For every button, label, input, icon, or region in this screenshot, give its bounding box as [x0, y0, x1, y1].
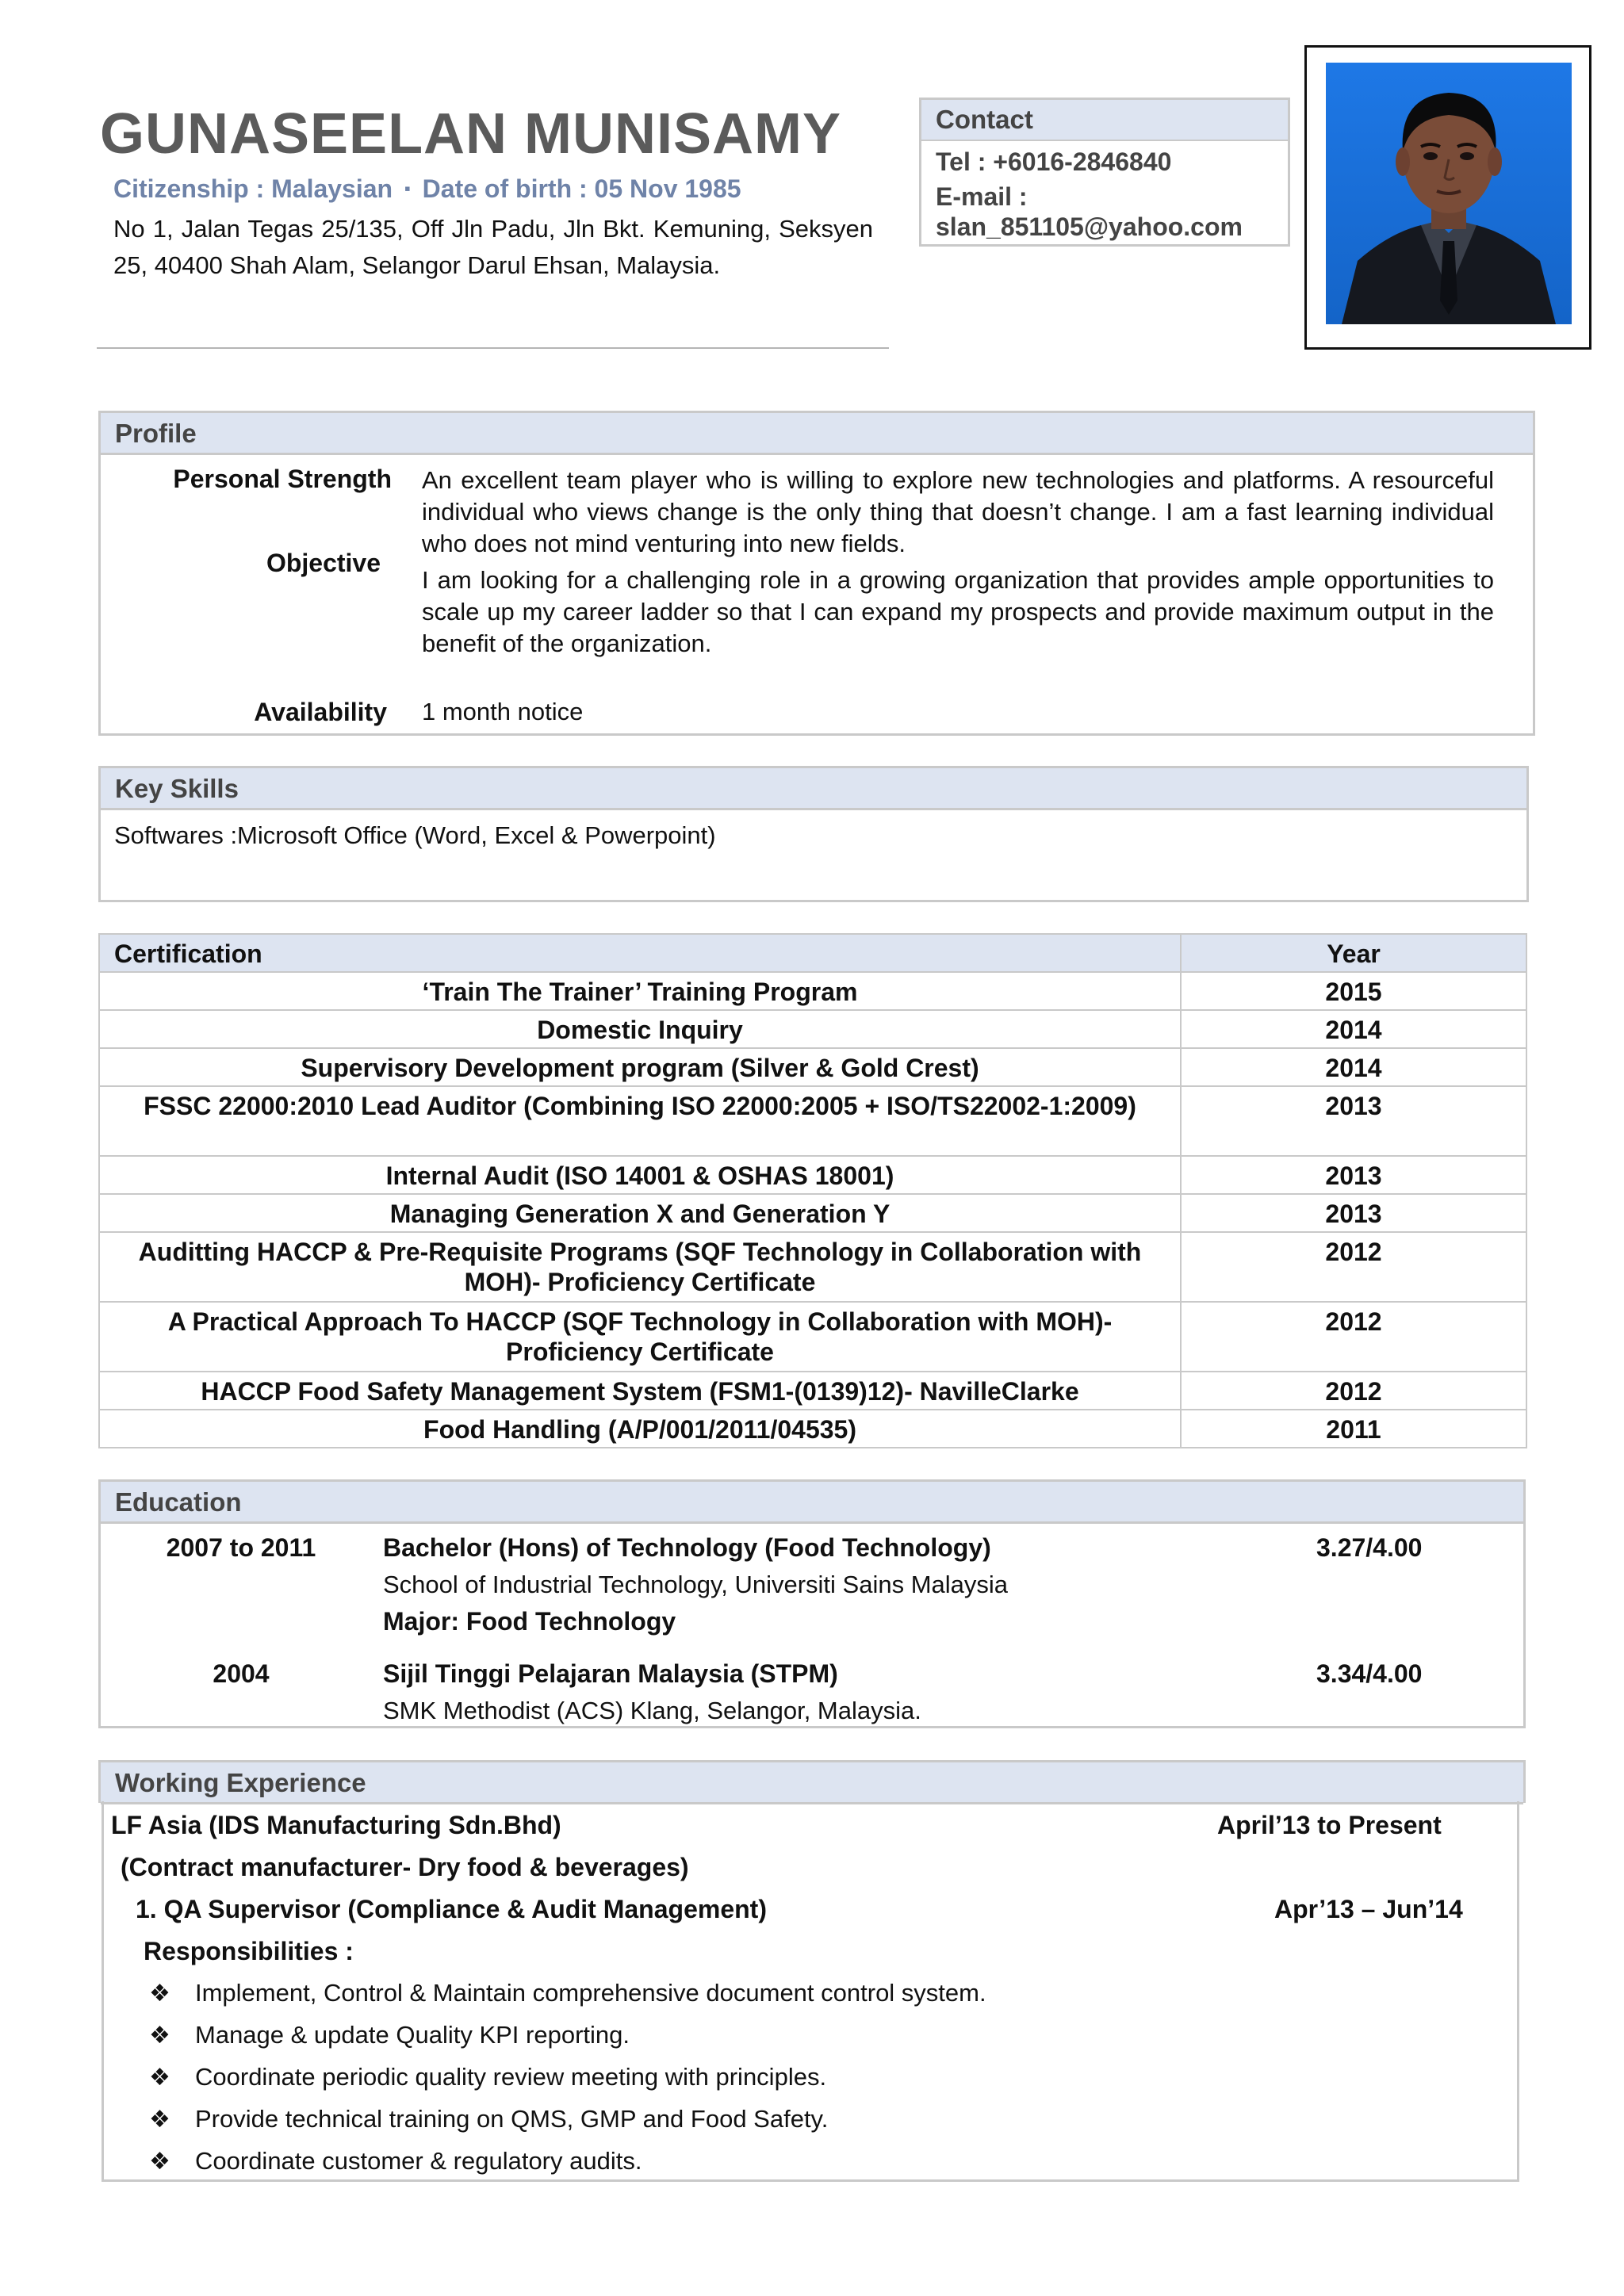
working-experience-header [101, 1762, 1523, 1804]
contact-email-label: E-mail : [936, 182, 1028, 211]
header-divider [97, 347, 889, 349]
bullet-icon: ❖ [149, 1980, 170, 2007]
working-experience-title: Working Experience [115, 1768, 366, 1797]
company-period: April’13 to Present [1217, 1811, 1442, 1839]
bullet-icon: ❖ [149, 2022, 170, 2049]
certification-name: Domestic Inquiry [99, 1010, 1181, 1048]
list-item [149, 2105, 828, 2133]
contact-box [919, 98, 1290, 247]
objective-label: Objective [266, 549, 381, 577]
certification-name: Supervisory Development program (Silver & Gold Crest) [99, 1048, 1181, 1086]
certification-name: FSSC 22000:2010 Lead Auditor (Combining ISO 22000:2005 + ISO/TS22002-1:2009) [99, 1086, 1181, 1156]
key-skills-text: Softwares :Microsoft Office (Word, Excel & Powerpoint) [114, 821, 716, 849]
certification-table [98, 933, 1527, 1448]
certification-year: 2014 [1181, 1010, 1526, 1048]
certification-year: 2012 [1181, 1302, 1526, 1372]
certification-year: 2012 [1181, 1372, 1526, 1410]
education-title: Education [115, 1487, 242, 1517]
profile-photo-frame [1304, 45, 1591, 350]
certification-column-header: Certification [99, 934, 1181, 972]
certification-name: Auditting HACCP & Pre-Requisite Programs (SQF Technology in Collaboration with MOH)- Proficiency Certificate [99, 1232, 1181, 1302]
education-degree: Sijil Tinggi Pelajaran Malaysia (STPM) [383, 1659, 838, 1688]
contact-phone: Tel : +6016-2846840 [936, 147, 1172, 176]
list-item [149, 1979, 986, 2007]
key-skills-title: Key Skills [115, 774, 239, 803]
education-school: School of Industrial Technology, Universiti Sains Malaysia [383, 1571, 1009, 1598]
education-school: SMK Methodist (ACS) Klang, Selangor, Malaysia. [383, 1697, 921, 1724]
certification-year: 2011 [1181, 1410, 1526, 1448]
personal-meta [113, 174, 741, 204]
education-major: Major: Food Technology [383, 1607, 676, 1636]
education-period: 2004 [213, 1659, 270, 1688]
objective-text: I am looking for a challenging role in a growing organization that provides ample opportunities to scale up my career ladder so that I can expand my prospects and provide maximum output in the benefit of the organization. [422, 566, 1494, 657]
education-period: 2007 to 2011 [166, 1533, 316, 1562]
personal-strength-label: Personal Strength [173, 465, 392, 493]
education-degree: Bachelor (Hons) of Technology (Food Technology) [383, 1533, 991, 1562]
profile-photo [1326, 63, 1572, 324]
list-item [149, 2021, 630, 2049]
certification-year: 2013 [1181, 1194, 1526, 1232]
company-name: LF Asia (IDS Manufacturing Sdn.Bhd) [111, 1811, 561, 1839]
candidate-name: GUNASEELAN MUNISAMY [100, 102, 842, 166]
certification-name: Food Handling (A/P/001/2011/04535) [99, 1410, 1181, 1448]
certification-year: 2015 [1181, 972, 1526, 1010]
responsibility-text: Implement, Control & Maintain comprehensive document control system. [195, 1979, 986, 2007]
availability-label: Availability [254, 698, 387, 726]
responsibility-text: Coordinate customer & regulatory audits. [195, 2147, 642, 2175]
certification-name: A Practical Approach To HACCP (SQF Technology in Collaboration with MOH)- Proficiency Certificate [99, 1302, 1181, 1372]
education-grade: 3.27/4.00 [1316, 1533, 1423, 1562]
certification-year: 2014 [1181, 1048, 1526, 1086]
contact-title: Contact [921, 100, 1288, 141]
certification-name: Managing Generation X and Generation Y [99, 1194, 1181, 1232]
list-item [149, 2147, 642, 2175]
role-title: 1. QA Supervisor (Compliance & Audit Management) [136, 1895, 767, 1923]
education-header [101, 1482, 1523, 1524]
responsibility-text: Manage & update Quality KPI reporting. [195, 2021, 630, 2049]
table-row [99, 972, 1526, 1010]
certification-name: HACCP Food Safety Management System (FSM1-(0139)12)- NavilleClarke [99, 1372, 1181, 1410]
availability-text: 1 month notice [422, 698, 584, 725]
table-row [99, 1010, 1526, 1048]
table-row [99, 1156, 1526, 1194]
contact-email: slan_851105@yahoo.com [936, 212, 1243, 241]
education-grade: 3.34/4.00 [1316, 1659, 1423, 1688]
bullet-icon: ❖ [149, 2149, 170, 2175]
certification-year: 2012 [1181, 1232, 1526, 1302]
education-section [98, 1479, 1526, 1728]
table-row [99, 1086, 1526, 1156]
profile-title: Profile [115, 419, 197, 448]
key-skills-header [101, 768, 1526, 810]
role-period: Apr’13 – Jun’14 [1274, 1895, 1463, 1923]
working-experience-section [98, 1760, 1526, 1803]
bullet-icon: ❖ [149, 2064, 170, 2091]
table-row [99, 1194, 1526, 1232]
bullet-icon: ❖ [149, 2107, 170, 2133]
year-column-header: Year [1181, 934, 1526, 972]
separator-icon: ▪ [404, 178, 411, 198]
list-item [149, 2063, 826, 2091]
citizenship: Citizenship : Malaysian [113, 174, 393, 203]
table-row [99, 1232, 1526, 1302]
date-of-birth: Date of birth : 05 Nov 1985 [422, 174, 741, 203]
address: No 1, Jalan Tegas 25/135, Off Jln Padu, Jln Bkt. Kemuning, Seksyen 25, 40400 Shah Alam, Selangor Darul Ehsan, Malaysia. [113, 215, 873, 279]
table-row [99, 1410, 1526, 1448]
company-description: (Contract manufacturer- Dry food & beverages) [121, 1853, 689, 1881]
profile-header [101, 413, 1533, 455]
table-row [99, 1048, 1526, 1086]
personal-strength-text: An excellent team player who is willing to explore new technologies and platforms. A resourceful individual who views change is the only thing that doesn’t change. I am a fast learning individual who does not mind venturing into new fields. [422, 466, 1494, 557]
table-row [99, 1372, 1526, 1410]
table-row [99, 1302, 1526, 1372]
certification-header-row [99, 934, 1526, 972]
responsibility-text: Provide technical training on QMS, GMP and Food Safety. [195, 2105, 829, 2133]
certification-year: 2013 [1181, 1156, 1526, 1194]
responsibility-text: Coordinate periodic quality review meeting with principles. [195, 2063, 827, 2091]
certification-name: ‘Train The Trainer’ Training Program [99, 972, 1181, 1010]
certification-year: 2013 [1181, 1086, 1526, 1156]
certification-name: Internal Audit (ISO 14001 & OSHAS 18001) [99, 1156, 1181, 1194]
responsibilities-label: Responsibilities : [144, 1937, 354, 1965]
